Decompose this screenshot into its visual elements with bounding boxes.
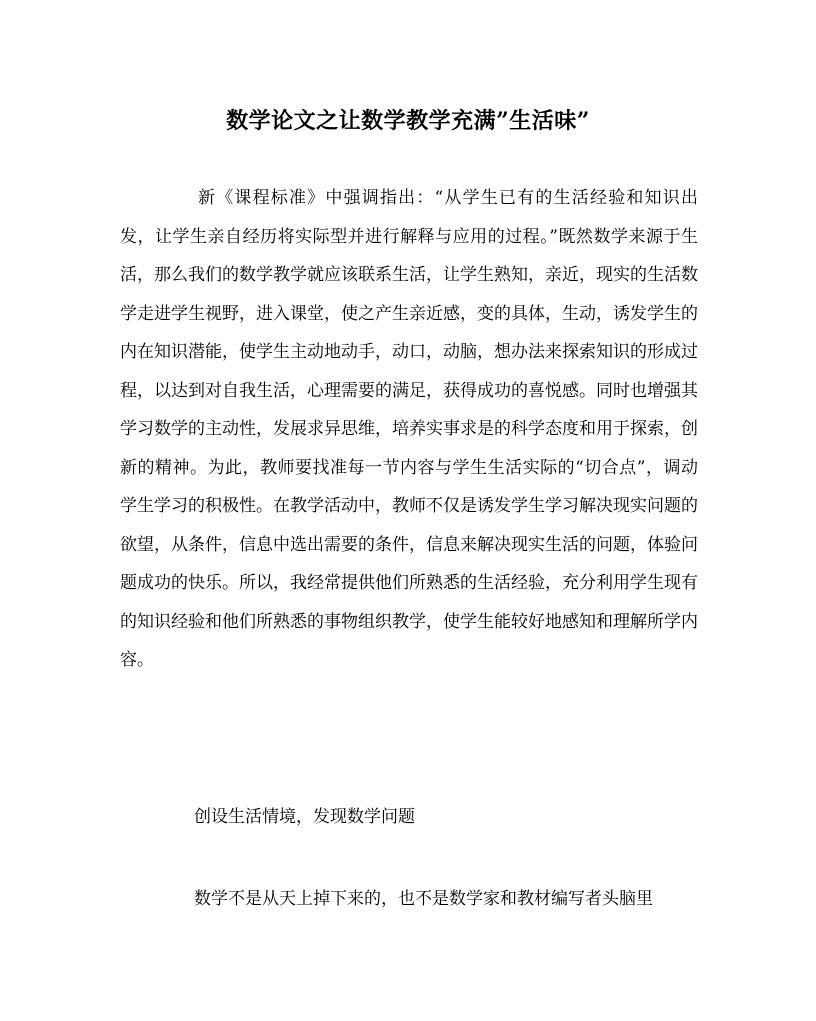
intro-paragraph: 新《课程标准》中强调指出：“从学生已有的生活经验和知识出发，让学生亲自经历将实际型并进行解释与应用的过程。”既然数学来源于生活，那么我们的数学教学就应该联系生活，让学生熟知，亲近，现实的生活数学走进学生视野，进入课堂，使之产生亲近感，变的具体，生动，诱发学生的内在知识潜能，使学生主动地动手，动口，动脑，想办法来探索知识的形成过程，以达到对自我生活，心理需要的满足，获得成功的喜悦感。同时也增强其学习数学的主动性，发展求异思维，培养实事求是的科学态度和用于探索，创新的精神。为此，教师要找准每一节内容与学生生活实际的“切合点”，调动学生学习的积极性。在教学活动中，教师不仅是诱发学生学习解决现实问题的欲望，从条件，信息中选出需要的条件，信息来解决现实生活的问题，体验问题成功的快乐。所以，我经常提供他们所熟悉的生活经验，充分利用学生现有的知识经验和他们所熟悉的事物组织教学，使学生能较好地感知和理解所学内容。 (120, 188, 698, 670)
section-paragraph: 数学不是从天上掉下来的，也不是数学家和教材编写者头脑里 (194, 889, 653, 909)
section-heading: 创设生活情境，发现数学问题 (194, 807, 415, 827)
document-title: 数学论文之让数学教学充满”生活味” (226, 108, 590, 134)
